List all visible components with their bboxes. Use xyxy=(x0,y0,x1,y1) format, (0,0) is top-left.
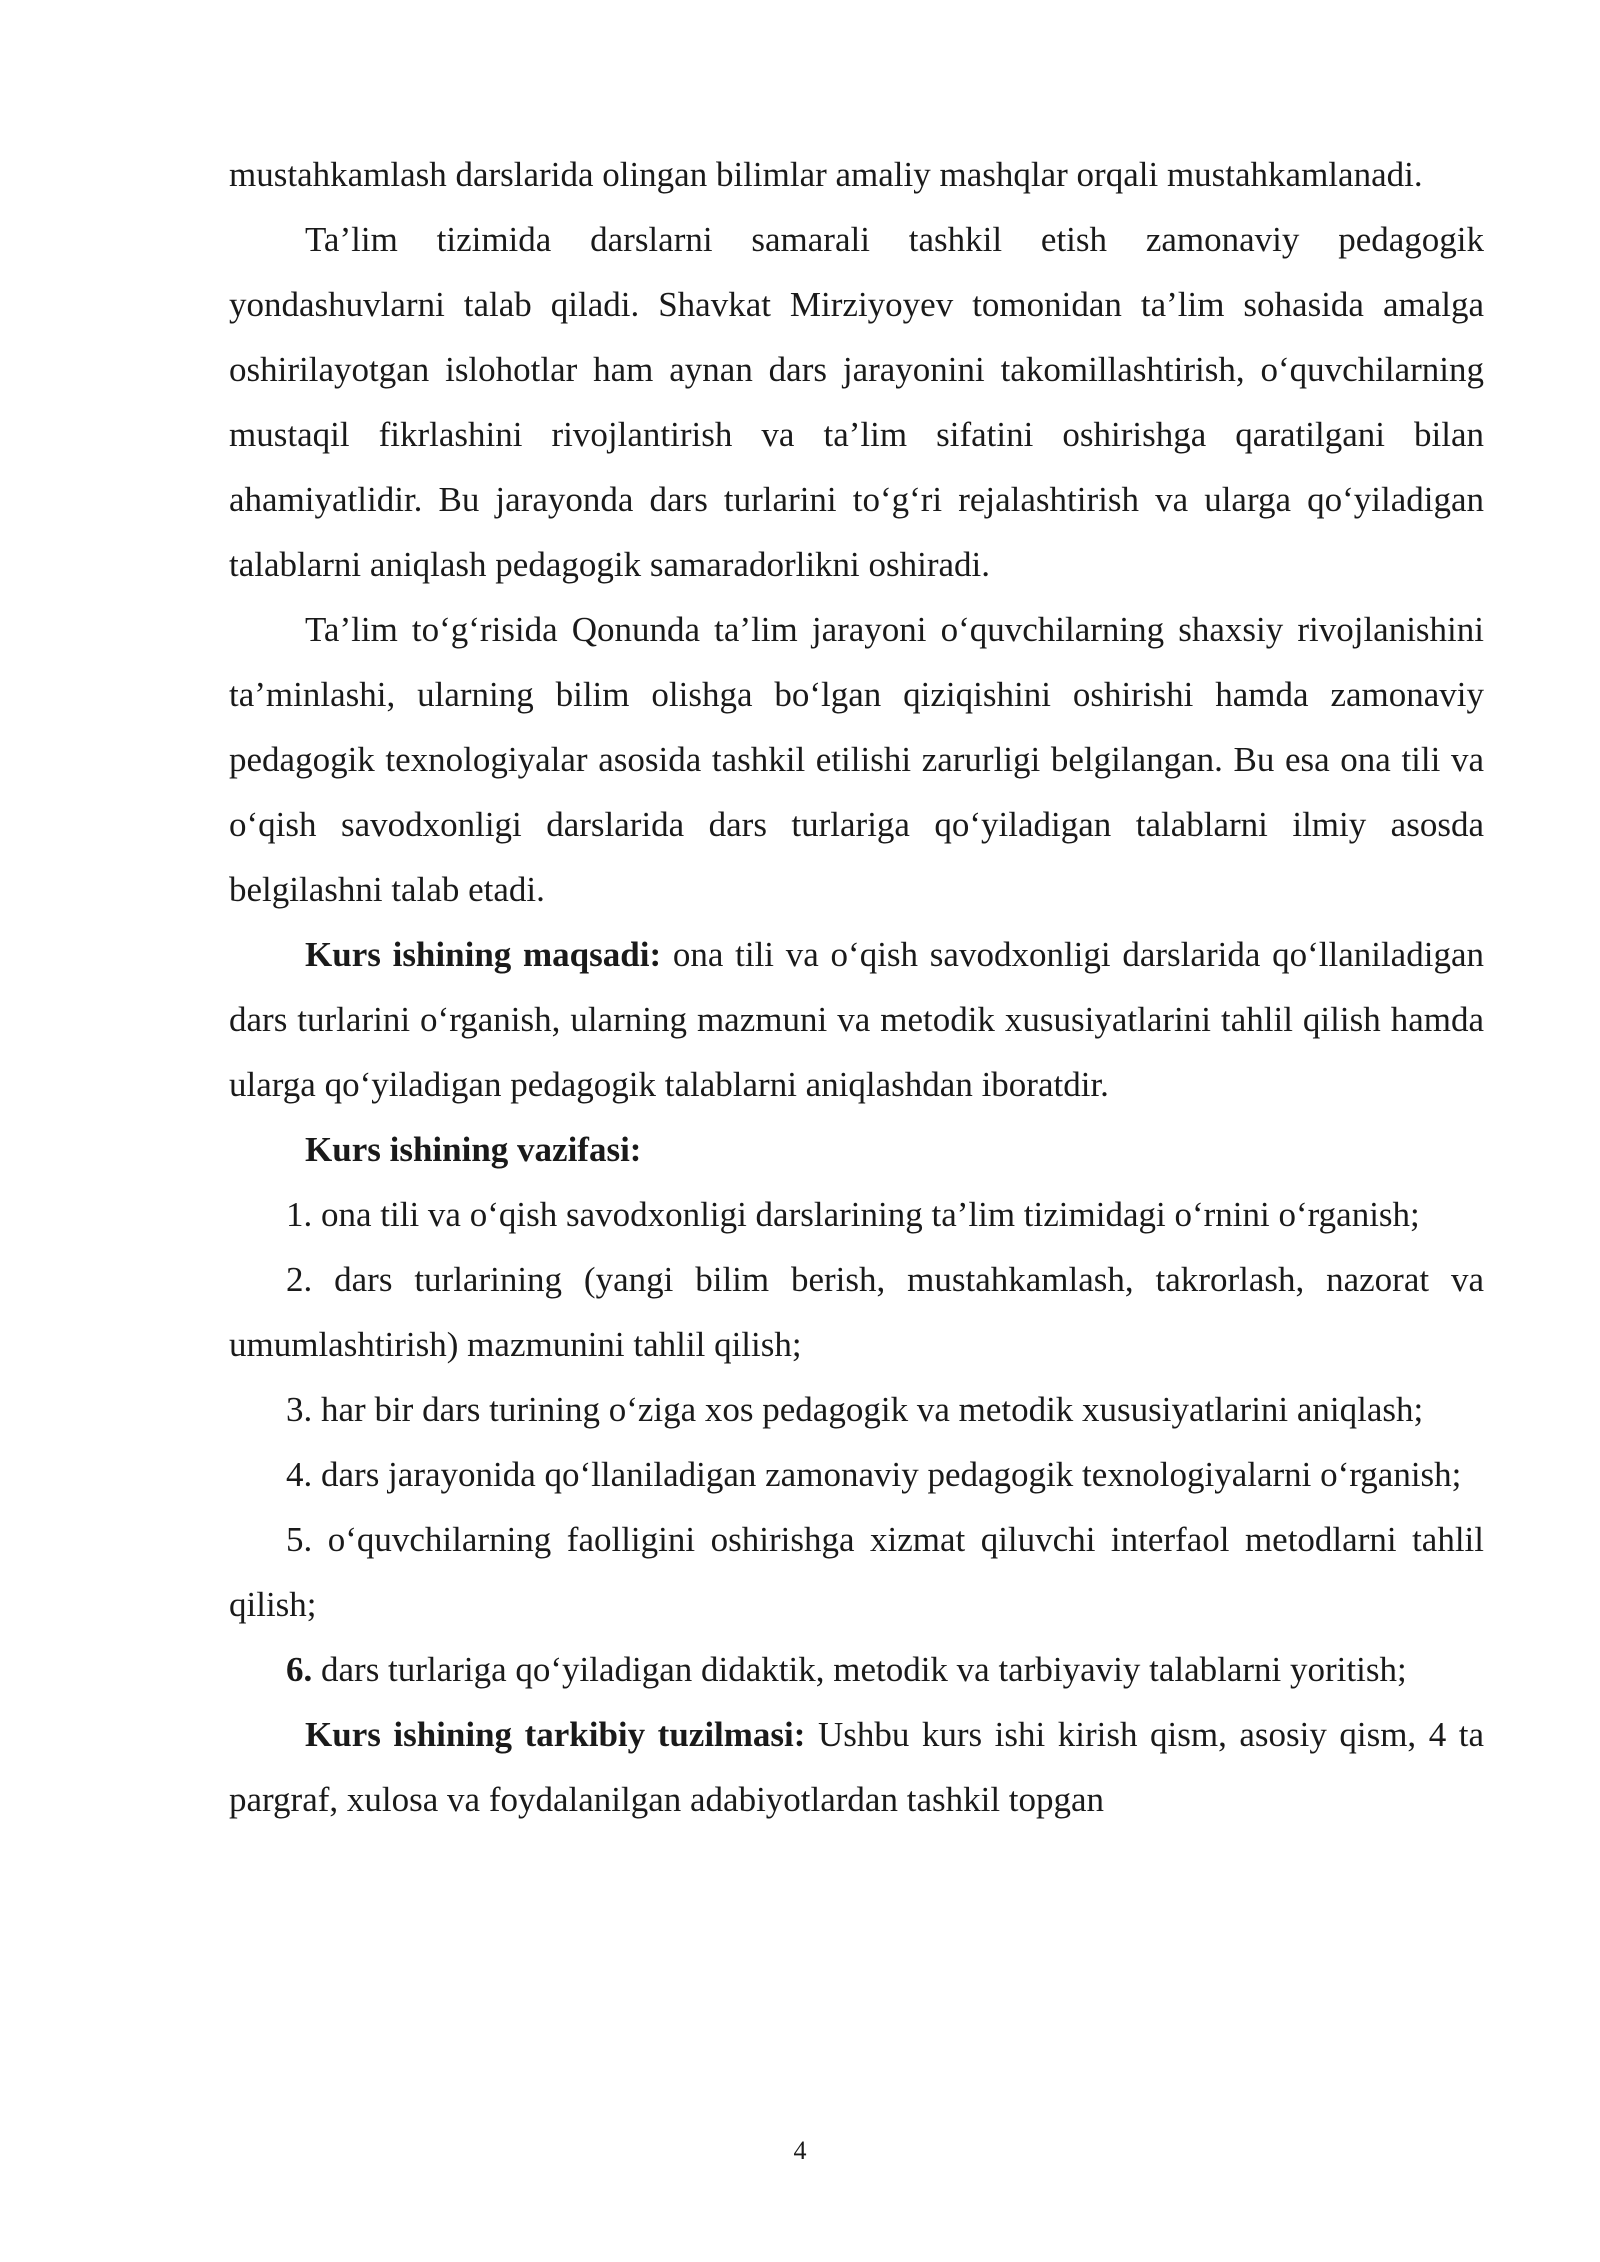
paragraph-education-system: Ta’lim tizimida darslarni samarali tashkil etish zamonaviy pedagogik yondashuvlarni talab qiladi. Shavkat Mirziyoyev tomonidan ta’lim sohasida amalga oshirilayotgan islohotlar ham aynan dars jarayonini takomillashtirish, o‘quvchilarning mustaqil fikrlashini rivojlantirish va ta’lim sifatini oshirishga qaratilgani bilan ahamiyatlidir. Bu jarayonda dars turlarini to‘g‘ri rejalashtirish va ularga qo‘yiladigan talablarni aniqlash pedagogik samaradorlikni oshiradi. xyxy=(229,220,1484,584)
structure-label: Kurs ishining tarkibiy tuzilmasi: xyxy=(305,1715,806,1754)
task-item-4: 4. dars jarayonida qo‘llaniladigan zamonaviy pedagogik texnologiyalarni o‘rganish; xyxy=(286,1455,1462,1494)
goal-text: ona tili va o‘qish savodxonligi darslarida qo‘llaniladigan dars turlarini o‘rganish, ularning mazmuni va metodik xususiyatlarini tahlil qilish hamda ularga qo‘yiladigan pedagogik talablarni aniqlashdan iboratdir. xyxy=(229,935,1484,1104)
structure-text: Ushbu kurs ishi kirish qism, asosiy qism, 4 ta pargraf, xulosa va foydalanilgan adabiyotlardan tashkil topgan xyxy=(229,1715,1484,1819)
goal-label: Kurs ishining maqsadi: xyxy=(305,935,662,974)
paragraph-continuation: mustahkamlash darslarida olingan bilimlar amaliy mashqlar orqali mustahkamlanadi. xyxy=(229,155,1423,194)
tasks-heading-label: Kurs ishining vazifasi: xyxy=(305,1130,642,1169)
task-item-2: 2. dars turlarining (yangi bilim berish, mustahkamlash, takrorlash, nazorat va umumlashtirish) mazmunini tahlil qilish; xyxy=(229,1260,1484,1364)
task-item-1: 1. ona tili va o‘qish savodxonligi darslarining ta’lim tizimidagi o‘rnini o‘rganish; xyxy=(286,1195,1420,1234)
page-number: 4 xyxy=(793,2136,807,2165)
paragraph-structure xyxy=(229,1702,1484,1832)
task-item-6-text: dars turlariga qo‘yiladigan didaktik, metodik va tarbiyaviy talablarni yoritish; xyxy=(312,1650,1407,1689)
task-item-6 xyxy=(229,1637,1484,1702)
paragraph-goal xyxy=(229,922,1484,1117)
task-item-5: 5. o‘quvchilarning faolligini oshirishga xizmat qiluvchi interfaol metodlarni tahlil qilish; xyxy=(229,1520,1484,1624)
task-item-3: 3. har bir dars turining o‘ziga xos pedagogik va metodik xususiyatlarini aniqlash; xyxy=(286,1390,1424,1429)
tasks-heading xyxy=(229,1117,1484,1182)
task-item-6-number: 6. xyxy=(286,1650,313,1689)
paragraph-education-law: Ta’lim to‘g‘risida Qonunda ta’lim jarayoni o‘quvchilarning shaxsiy rivojlanishini ta’minlashi, ularning bilim olishga bo‘lgan qiziqishini oshirishi hamda zamonaviy pedagogik texnologiyalar asosida tashkil etilishi zarurligi belgilangan. Bu esa ona tili va o‘qish savodxonligi darslarida dars turlariga qo‘yiladigan talablarni ilmiy asosda belgilashni talab etadi. xyxy=(229,610,1484,909)
body-text xyxy=(229,142,1484,1832)
